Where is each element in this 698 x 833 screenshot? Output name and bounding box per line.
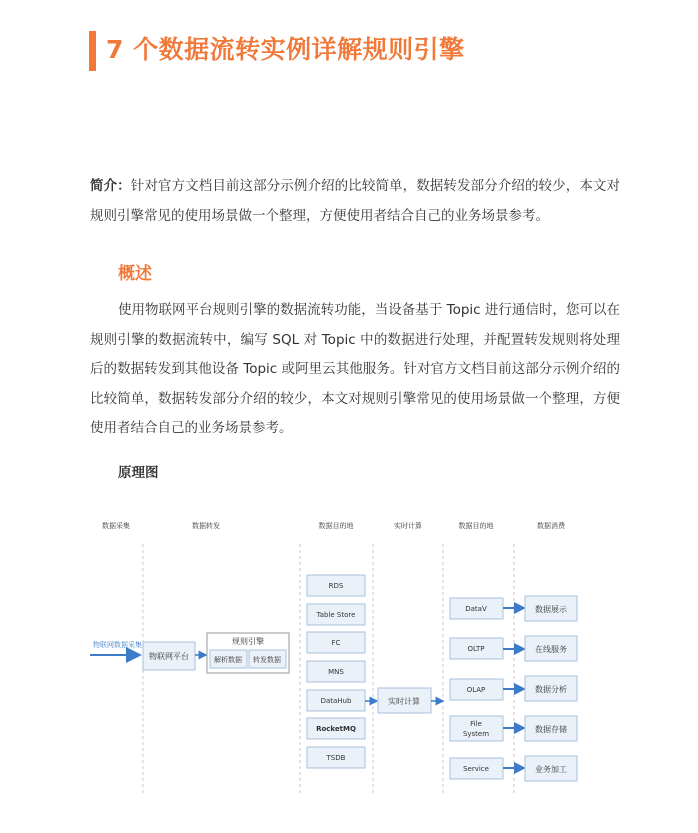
destination-label: MNS — [328, 668, 344, 676]
consumer-label: 在线服务 — [535, 645, 567, 654]
intro-paragraph — [90, 172, 620, 231]
destination-label: Table Store — [316, 611, 356, 619]
realtime-compute-label: 实时计算 — [388, 697, 420, 706]
target-label: OLTP — [467, 645, 485, 653]
destination-label: RocketMQ — [316, 725, 356, 733]
consumer-label: 业务加工 — [535, 765, 567, 774]
target-label: File — [470, 720, 482, 728]
destination-label: DataHub — [320, 697, 352, 705]
column-header: 数据转发 — [192, 522, 220, 530]
consumer-label: 数据展示 — [535, 605, 567, 614]
intro-text: 针对官方文档目前这部分示例介绍的比较简单，数据转发部分介绍的较少，本文对规则引擎常见的使用场景做一个整理，方便使用者结合自己的业务场景参考。 — [90, 178, 621, 224]
destination-label: RDS — [328, 582, 344, 590]
figure-title: 原理图 — [118, 465, 159, 481]
intro-lead: 简介： — [90, 178, 131, 194]
input-label: 物联网数据采集 — [93, 641, 142, 649]
rule-engine-title: 规则引擎 — [232, 637, 264, 646]
column-header: 实时计算 — [394, 522, 422, 530]
destination-label: FC — [331, 639, 341, 647]
target-label: OLAP — [466, 686, 486, 694]
consumer-label: 数据存储 — [535, 725, 567, 734]
column-header: 数据消费 — [537, 522, 565, 530]
column-header: 数据目的地 — [458, 522, 494, 530]
target-label-line2: System — [462, 730, 490, 738]
target-label: DataV — [465, 605, 487, 613]
target-label: Service — [463, 765, 489, 773]
destination-label: TSDB — [326, 754, 346, 762]
consumer-label: 数据分析 — [535, 685, 567, 694]
column-header: 数据目的地 — [318, 522, 354, 530]
column-header: 数据采集 — [102, 522, 130, 530]
page-title: 7 个数据流转实例详解规则引擎 — [106, 35, 465, 64]
title-accent-bar — [89, 31, 96, 71]
architecture-diagram — [88, 508, 608, 798]
platform-label: 物联网平台 — [149, 652, 189, 661]
overview-paragraph: 使用物联网平台规则引擎的数据流转功能，当设备基于 Topic 进行通信时，您可以在规则引擎的数据流转中，编写 SQL 对 Topic 中的数据进行处理，并配置转发规则将处理后的数据转发到其他设备 Topic 或阿里云其他服务。针对官方文档目前这部分示例介绍的比较简单，数据转发部分介绍的较少，本文对规则引擎常见的使用场景做一个整理，方便使用者结合自己的业务场景参考。 — [90, 302, 620, 436]
overview-heading: 概述 — [118, 264, 152, 284]
forward-data-label: 转发数据 — [253, 656, 281, 664]
parse-data-label: 解析数据 — [214, 656, 242, 664]
